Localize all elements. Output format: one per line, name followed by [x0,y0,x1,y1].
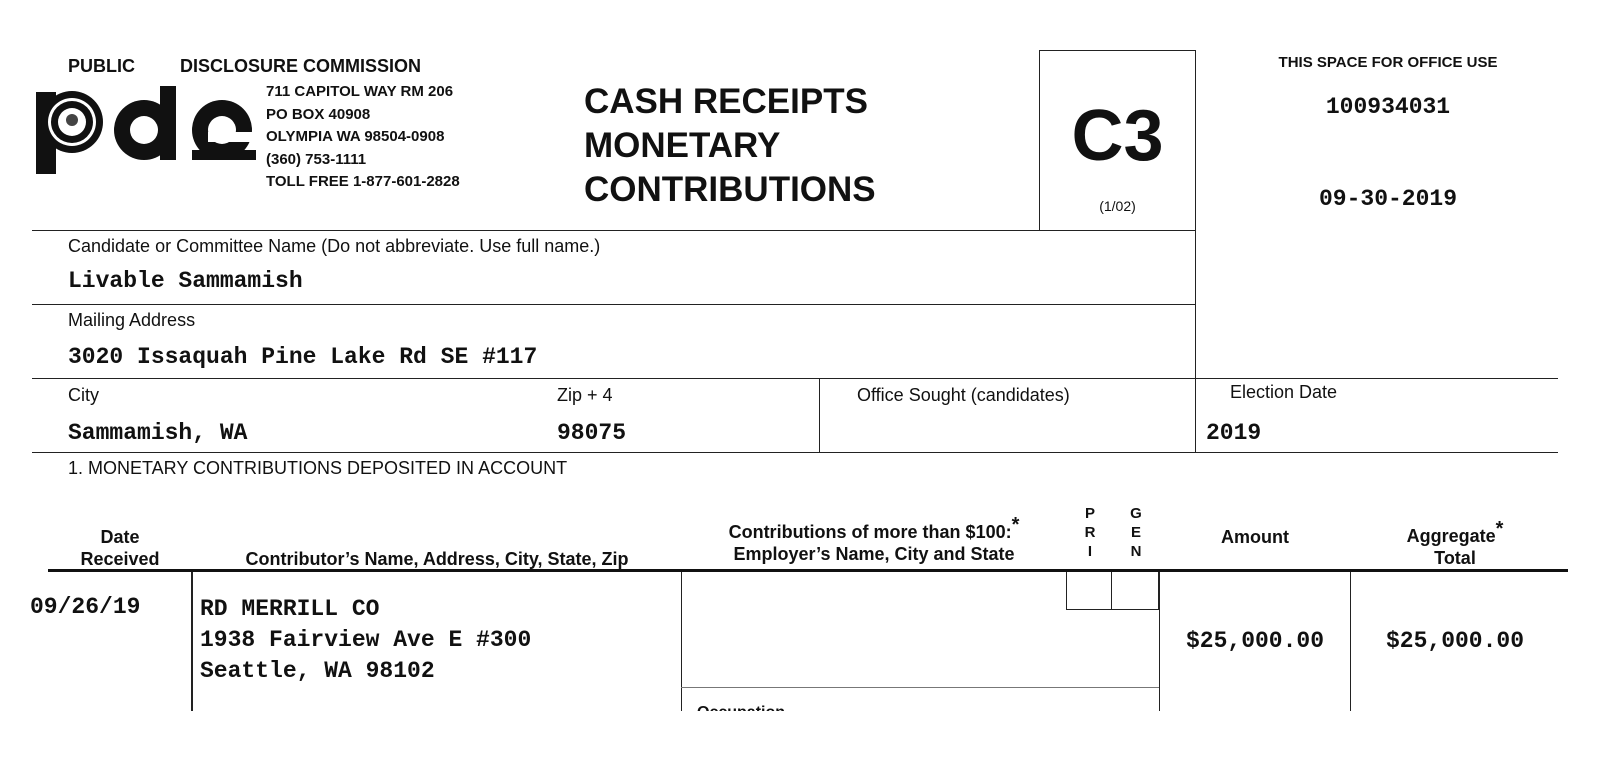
form-title [584,80,876,212]
agency-address-line: TOLL FREE 1-877-601-2828 [266,173,460,190]
row-contributor-line: Seattle, WA 98102 [200,658,435,684]
header-pri-letter: R [1084,524,1096,541]
header-date-line: Date [100,527,140,547]
office-use-date: 09-30-2019 [1318,186,1458,212]
zip-label: Zip + 4 [557,385,613,405]
agency-address-line: (360) 753-1111 [266,150,367,168]
header-amount: Amount [1221,527,1289,547]
header-gen-letter: G [1130,505,1142,522]
mailing-address-label: Mailing Address [68,310,196,330]
zip-value: 98075 [557,420,627,446]
city-label: City [68,385,99,405]
city-value: Sammamish, WA [68,420,248,446]
form-title-line: CASH RECEIPTS [584,82,868,121]
agency-name-commission: DISCLOSURE COMMISSION [180,56,422,76]
election-date-label: Election Date [1230,382,1338,402]
header-aggregate-line: Aggregate [1406,526,1496,546]
header-pri-letter: P [1084,505,1095,522]
header-employer-asterisk: * [1011,514,1020,536]
form-title-line: CONTRIBUTIONS [584,170,876,209]
row-contributor [200,594,531,687]
header-pri-letter: I [1087,543,1093,560]
header-employer-line: Employer’s Name, City and State [733,544,1015,564]
header-date-received [50,526,190,570]
committee-name-label: Candidate or Committee Name (Do not abbreviate. Use full name.) [68,236,601,256]
header-gen-letter: N [1130,543,1142,560]
row-amount: $25,000.00 [1185,628,1325,654]
agency-address-line: 711 CAPITOL WAY RM 206 [266,83,454,100]
header-aggregate-line: Total [1434,548,1476,568]
agency-address-line: PO BOX 40908 [266,105,371,123]
header-contributor: Contributor’s Name, Address, City, State, Zip [245,549,629,569]
pdc-logo [32,78,262,178]
header-aggregate [1350,518,1560,569]
agency-name-public: PUBLIC [68,56,135,76]
header-date-line: Received [80,549,160,569]
office-sought-label: Office Sought (candidates) [857,385,1070,405]
pri-checkbox[interactable] [1066,572,1112,610]
election-date-value: 2019 [1206,420,1262,446]
form-revision: (1/02) [1099,198,1136,214]
header-pri [1067,504,1113,561]
header-gen [1113,504,1159,561]
row-date-received: 09/26/19 [30,594,141,620]
row-contributor-line: 1938 Fairview Ave E #300 [200,627,532,653]
form-code: C3 [1071,96,1164,176]
agency-address-line: OLYMPIA WA 98504-0908 [266,128,445,145]
office-use-label: THIS SPACE FOR OFFICE USE [1278,54,1498,71]
header-gen-letter: E [1130,524,1141,541]
header-employer-line: Contributions of more than $100: [728,522,1012,542]
row-contributor-line: RD MERRILL CO [200,596,380,622]
header-employer [683,514,1065,565]
gen-checkbox[interactable] [1112,572,1159,610]
row-aggregate: $25,000.00 [1385,628,1525,654]
agency-address [266,81,460,194]
section1-title: 1. MONETARY CONTRIBUTIONS DEPOSITED IN ACCOUNT [68,458,568,478]
header-aggregate-asterisk: * [1495,518,1504,540]
mailing-address-value: 3020 Issaquah Pine Lake Rd SE #117 [68,344,538,370]
form-title-line: MONETARY [584,126,781,165]
committee-name-value: Livable Sammamish [68,268,303,294]
office-use-number: 100934031 [1325,94,1451,120]
